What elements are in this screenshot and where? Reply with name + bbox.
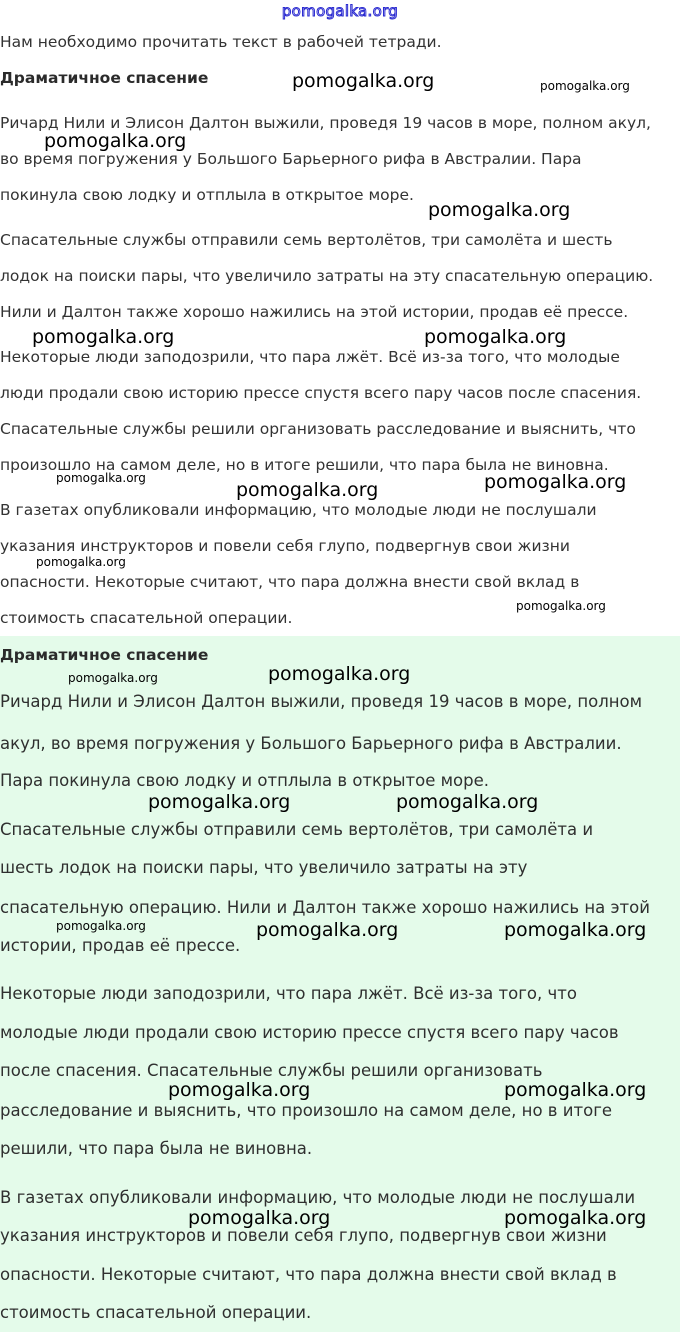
watermark: pomogalka.org	[188, 1207, 331, 1229]
text-line: решили, что пара была не виновна.	[0, 1139, 313, 1158]
text-line: опасности. Некоторые считают, что пара должна внести свой вклад в	[0, 1265, 617, 1284]
watermark: pomogalka.org	[56, 919, 146, 933]
text-line: Спасательные службы отправили семь вертолётов, три самолёта и	[0, 820, 594, 839]
text-line: Ричард Нили и Элисон Далтон выжили, проведя 19 часов в море, полном акул,	[0, 114, 651, 132]
watermark: pomogalka.org	[484, 471, 627, 493]
text-line: истории, продав её прессе.	[0, 936, 241, 955]
text-line: покинула свою лодку и отплыла в открытое море.	[0, 186, 414, 204]
text-line: спасательную операцию. Нили и Далтон также хорошо нажились на этой	[0, 898, 650, 917]
text-line: Спасательные службы решили организовать расследование и выяснить, что	[0, 420, 636, 438]
watermark: pomogalka.org	[516, 599, 606, 613]
text-line: Некоторые люди заподозрили, что пара лжёт. Всё из-за того, что	[0, 984, 577, 1003]
watermark: pomogalka.org	[504, 919, 647, 941]
text-line: указания инструкторов и повели себя глупо, подвергнув свои жизни	[0, 537, 571, 555]
text-line: люди продали свою историю прессе спустя всего пару часов после спасения.	[0, 384, 642, 402]
watermark: pomogalka.org	[396, 791, 539, 813]
watermark: pomogalka.org	[148, 791, 291, 813]
watermark: pomogalka.org	[292, 70, 435, 92]
text-line: Пара покинула свою лодку и отплыла в открытое море.	[0, 771, 490, 790]
watermark: pomogalka.org	[504, 1207, 647, 1229]
site-logo[interactable]: pomogalka.org	[281, 2, 399, 20]
section-2-heading: Драматичное спасение	[0, 646, 209, 664]
text-line: после спасения. Спасательные службы решили организовать	[0, 1061, 543, 1080]
text-line: акул, во время погружения у Большого Барьерного рифа в Австралии.	[0, 734, 622, 753]
text-line: Некоторые люди заподозрили, что пара лжёт. Всё из-за того, что молодые	[0, 348, 620, 366]
watermark: pomogalka.org	[268, 663, 411, 685]
text-line: шесть лодок на поиски пары, что увеличило затраты на эту	[0, 858, 528, 877]
watermark: pomogalka.org	[56, 471, 146, 485]
watermark: pomogalka.org	[168, 1079, 311, 1101]
watermark: pomogalka.org	[504, 1079, 647, 1101]
text-line: В газетах опубликовали информацию, что молодые люди не послушали	[0, 1188, 636, 1207]
watermark: pomogalka.org	[540, 79, 630, 93]
section-1-heading: Драматичное спасение	[0, 69, 209, 87]
intro-text: Нам необходимо прочитать текст в рабочей тетради.	[0, 33, 442, 51]
text-line: стоимость спасательной операции.	[0, 609, 293, 627]
text-line: Нили и Далтон также хорошо нажились на этой истории, продав её прессе.	[0, 303, 629, 321]
text-line: произошло на самом деле, но в итоге решили, что пара была не виновна.	[0, 456, 609, 474]
watermark: pomogalka.org	[236, 479, 379, 501]
text-line: опасности. Некоторые считают, что пара должна внести свой вклад в	[0, 573, 580, 591]
text-line: молодые люди продали свою историю прессе спустя всего пару часов	[0, 1023, 619, 1042]
text-line: лодок на поиски пары, что увеличило затраты на эту спасательную операцию.	[0, 267, 654, 285]
watermark: pomogalka.org	[68, 671, 158, 685]
text-line: В газетах опубликовали информацию, что молодые люди не послушали	[0, 501, 597, 519]
text-line: стоимость спасательной операции.	[0, 1303, 312, 1322]
text-line: расследование и выяснить, что произошло на самом деле, но в итоге	[0, 1101, 613, 1120]
text-line: указания инструкторов и повели себя глупо, подвергнув свои жизни	[0, 1226, 607, 1245]
watermark: pomogalka.org	[428, 199, 571, 221]
text-line: Спасательные службы отправили семь вертолётов, три самолёта и шесть	[0, 231, 613, 249]
text-line: во время погружения у Большого Барьерного рифа в Австралии. Пара	[0, 150, 582, 168]
watermark: pomogalka.org	[32, 326, 175, 348]
watermark: pomogalka.org	[424, 326, 567, 348]
text-line: Ричард Нили и Элисон Далтон выжили, проведя 19 часов в море, полном	[0, 692, 643, 711]
watermark: pomogalka.org	[256, 919, 399, 941]
watermark: pomogalka.org	[36, 555, 126, 569]
watermark: pomogalka.org	[44, 130, 187, 152]
